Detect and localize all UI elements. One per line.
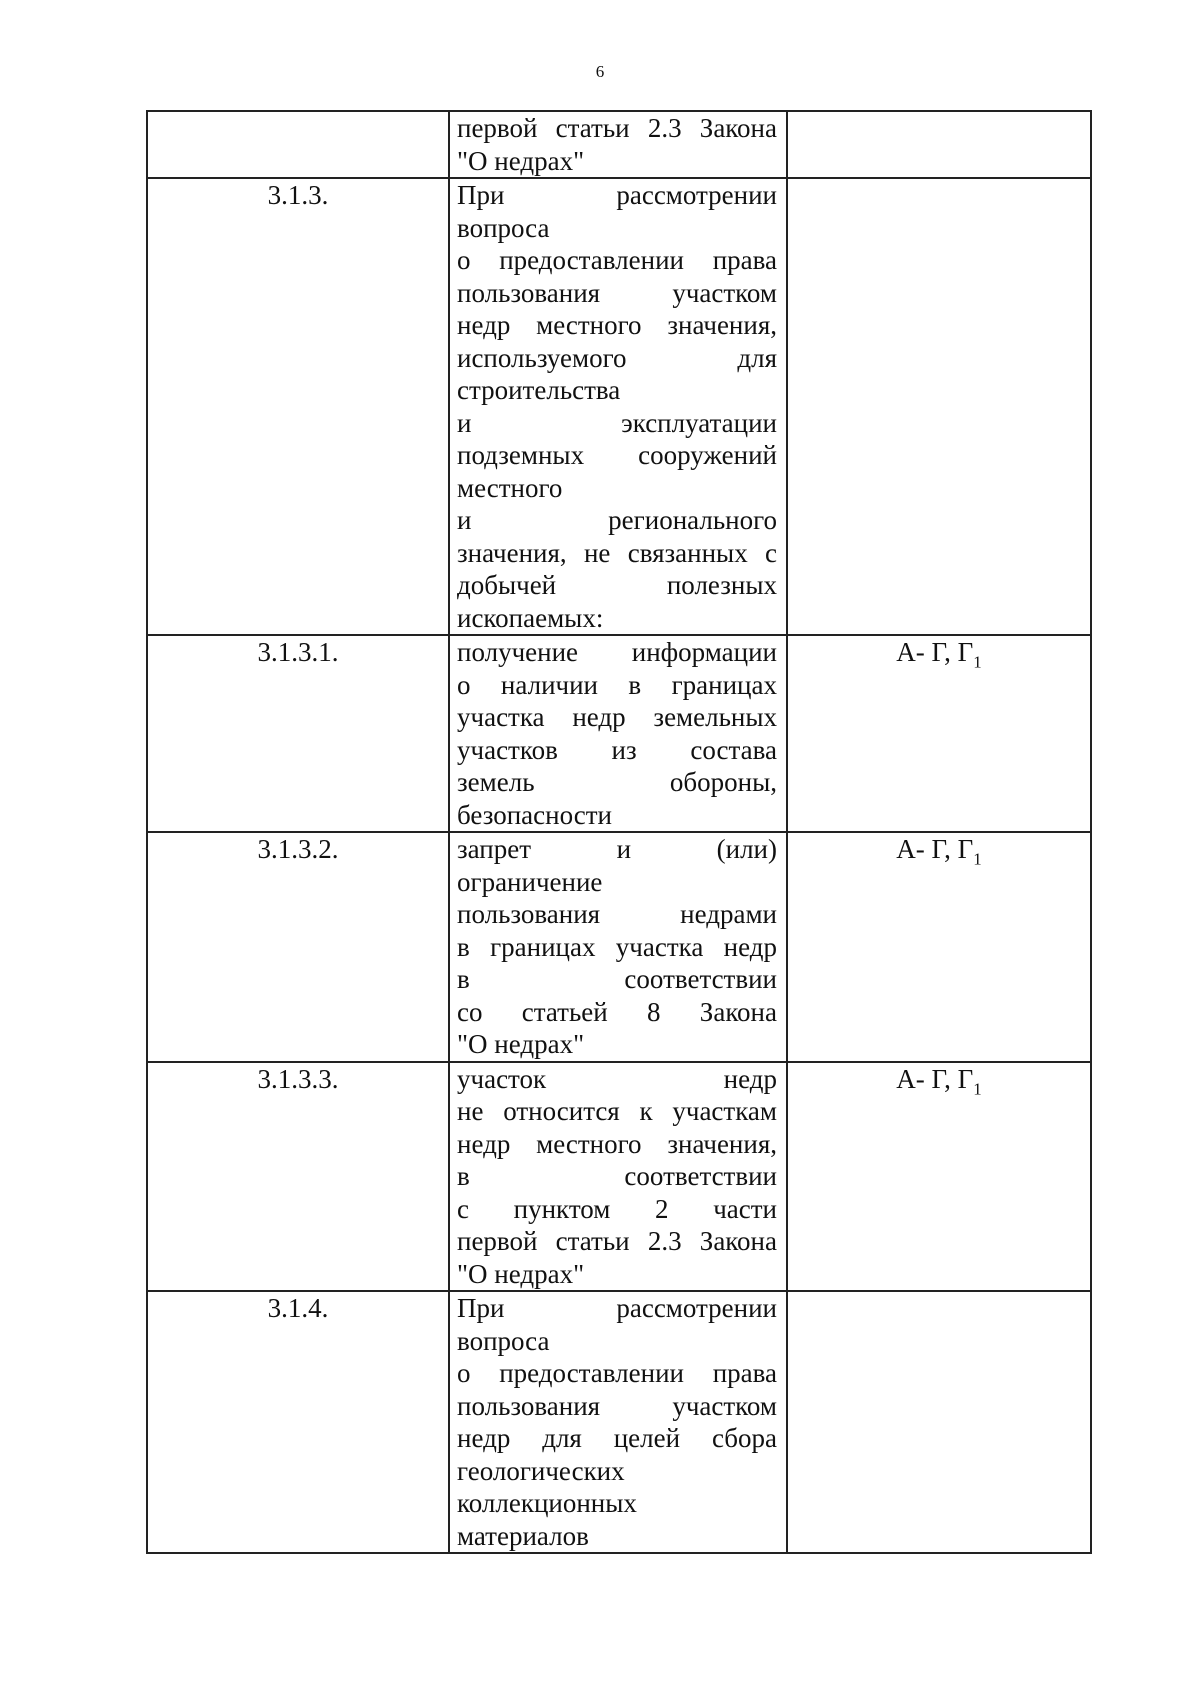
description-line: с пунктом 2 части: [457, 1193, 777, 1224]
table-row: [147, 1062, 1091, 1292]
row-code-main: А- Г, Г: [896, 1063, 974, 1094]
description-line: материалов: [457, 1520, 589, 1551]
row-description-cell: [449, 1291, 787, 1553]
description-line: земель обороны,: [457, 767, 777, 797]
description-line: о наличии в границах: [457, 669, 777, 700]
table-row: [147, 1291, 1091, 1553]
description-line: первой статьи 2.3 Закона: [457, 113, 777, 143]
row-code-main: А- Г, Г: [896, 637, 974, 667]
description-line: участок недр: [457, 1063, 777, 1094]
description-line: в соответствии: [457, 1161, 777, 1191]
description-line: безопасности: [457, 799, 612, 830]
description-line: не относится к участкам: [457, 1096, 777, 1126]
description-line: "О недрах": [457, 1029, 585, 1059]
row-description-cell: [449, 111, 787, 178]
row-code-subscript: 1: [973, 652, 982, 672]
description-line: ископаемых:: [457, 602, 604, 633]
row-code-cell: [787, 1291, 1091, 1553]
description-line: добычей полезных: [457, 570, 777, 600]
description-line: недр для целей сбора: [457, 1423, 777, 1453]
row-number: 3.1.3.1.: [257, 637, 339, 667]
description-line: участков из состава: [457, 734, 777, 765]
table-row: [147, 178, 1091, 635]
description-line: пользования недрами: [457, 899, 777, 929]
description-line: о предоставлении права: [457, 245, 777, 275]
table-row: [147, 832, 1091, 1062]
row-number: 3.1.4.: [267, 1293, 329, 1323]
description-line: недр местного значения,: [457, 310, 777, 340]
row-number-cell: [147, 1291, 449, 1553]
row-number: 3.1.3.2.: [257, 834, 339, 864]
description-line: При рассмотрении: [457, 1293, 777, 1323]
description-line: ограничение: [457, 866, 603, 897]
description-line: первой статьи 2.3 Закона: [457, 1226, 777, 1256]
row-code: [896, 833, 981, 876]
row-number-cell: [147, 111, 449, 178]
description-line: в соответствии: [457, 964, 777, 994]
table-body: [147, 111, 1091, 1553]
row-number-cell: [147, 1062, 449, 1292]
description-line: местного: [457, 472, 563, 503]
row-number: 3.1.3.: [267, 180, 329, 210]
description-line: со статьей 8 Закона: [457, 996, 777, 1027]
description-line: коллекционных: [457, 1488, 637, 1518]
description-line: в границах участка недр: [457, 931, 777, 962]
row-code-subscript: 1: [973, 849, 982, 869]
row-number-cell: [147, 832, 449, 1062]
row-code-cell: [787, 1062, 1091, 1292]
row-number-cell: [147, 635, 449, 832]
table-row: [147, 111, 1091, 178]
row-description-cell: [449, 178, 787, 635]
row-code-subscript: 1: [973, 1078, 982, 1098]
description-line: и регионального: [457, 505, 777, 535]
row-code: [896, 636, 981, 679]
document-table: [146, 110, 1092, 1554]
description-line: участка недр земельных: [457, 702, 777, 732]
description-line: недр местного значения,: [457, 1128, 777, 1159]
row-code-cell: [787, 832, 1091, 1062]
description-line: пользования участком: [457, 1390, 777, 1421]
row-description-cell: [449, 1062, 787, 1292]
description-line: "О недрах": [457, 145, 585, 176]
description-line: запрет и (или): [457, 834, 777, 864]
row-code-cell: [787, 111, 1091, 178]
description-line: используемого для: [457, 342, 777, 373]
description-line: о предоставлении права: [457, 1358, 777, 1388]
row-number: 3.1.3.3.: [257, 1063, 339, 1094]
description-line: пользования участком: [457, 277, 777, 308]
row-code-main: А- Г, Г: [896, 834, 974, 864]
row-description-cell: [449, 635, 787, 832]
description-line: вопроса: [457, 1325, 550, 1356]
description-line: "О недрах": [457, 1258, 585, 1289]
description-line: и эксплуатации: [457, 407, 777, 438]
row-number-cell: [147, 178, 449, 635]
description-line: геологических: [457, 1455, 625, 1486]
row-code-cell: [787, 635, 1091, 832]
description-line: подземных сооружений: [457, 440, 777, 470]
description-line: получение информации: [457, 637, 777, 667]
row-code-cell: [787, 178, 1091, 635]
page-number: 6: [595, 62, 605, 81]
description-line: вопроса: [457, 212, 550, 243]
table-row: [147, 635, 1091, 832]
description-line: строительства: [457, 375, 621, 405]
description-line: значения, не связанных с: [457, 537, 777, 568]
description-line: При рассмотрении: [457, 180, 777, 210]
row-description-cell: [449, 832, 787, 1062]
row-code: [896, 1063, 981, 1106]
